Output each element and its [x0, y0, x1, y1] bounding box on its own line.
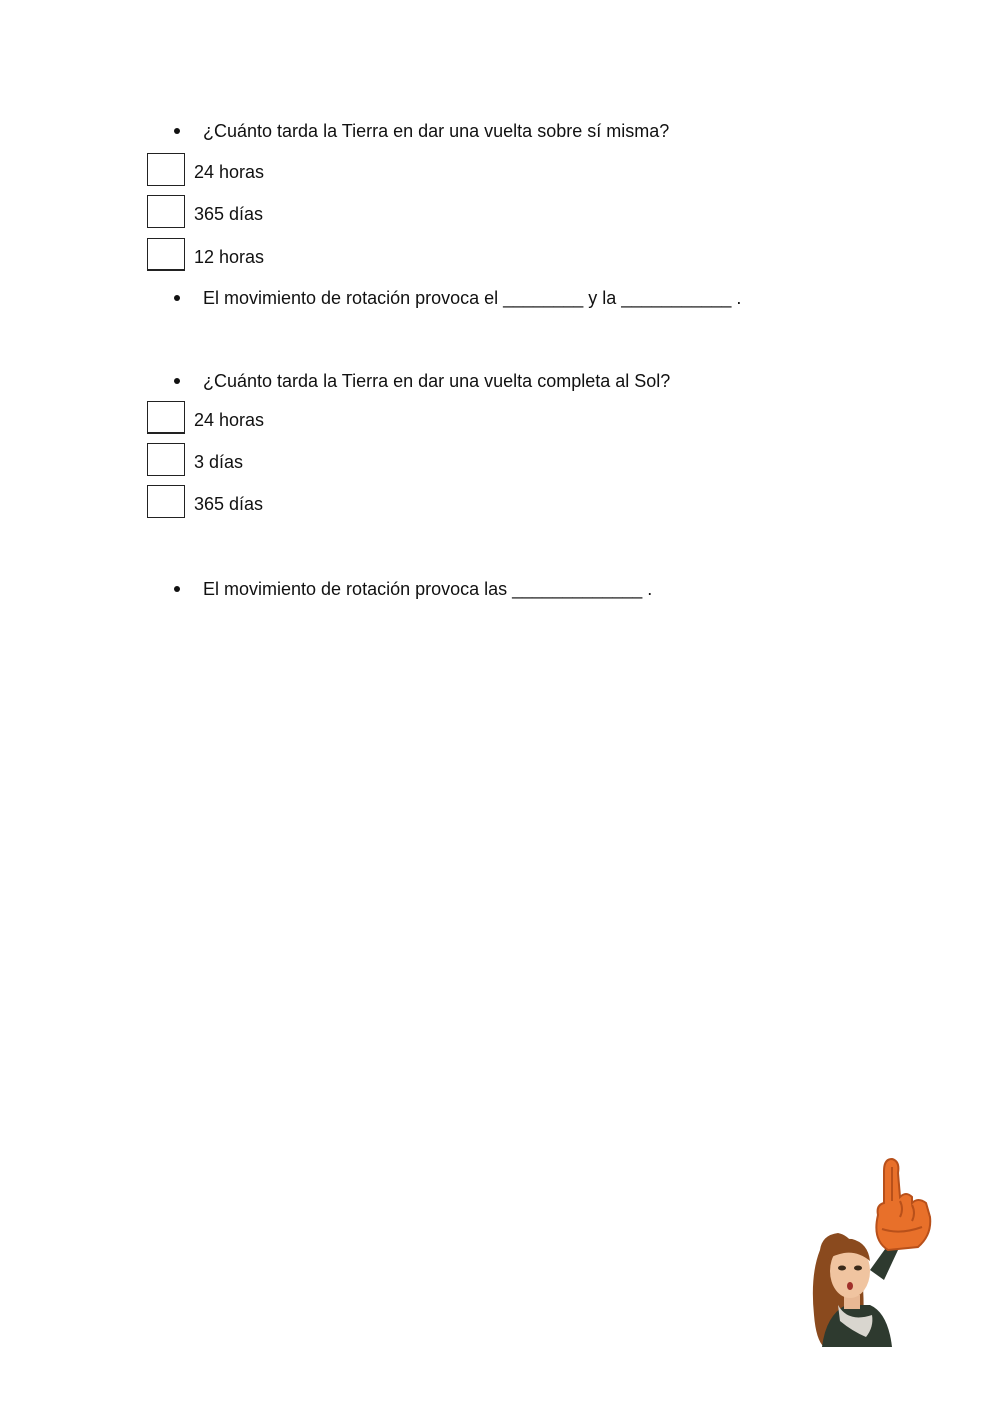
- checkbox[interactable]: [147, 153, 185, 186]
- question-2-text: ¿Cuánto tarda la Tierra en dar una vuelta completa al Sol?: [203, 371, 671, 391]
- avatar-foam-finger-icon: [800, 1155, 945, 1350]
- fill-in-1-text[interactable]: El movimiento de rotación provoca el ________ y la ___________ .: [203, 288, 742, 308]
- bullet-icon: [174, 295, 180, 301]
- question-1-text: ¿Cuánto tarda la Tierra en dar una vuelta sobre sí misma?: [203, 121, 670, 141]
- option-label: 24 horas: [194, 162, 265, 182]
- option-label: 365 días: [194, 204, 264, 224]
- option-label: 12 horas: [194, 247, 265, 267]
- option-label: 365 días: [194, 494, 264, 514]
- bullet-icon: [174, 128, 180, 134]
- option-label: 24 horas: [194, 410, 265, 430]
- checkbox[interactable]: [147, 238, 185, 271]
- bullet-icon: [174, 378, 180, 384]
- checkbox[interactable]: [147, 195, 185, 228]
- bullet-icon: [174, 586, 180, 592]
- fill-in-1: [174, 287, 742, 353]
- checkbox[interactable]: [147, 443, 185, 476]
- checkbox[interactable]: [147, 485, 185, 518]
- checkbox[interactable]: [147, 401, 185, 434]
- option-label: 3 días: [194, 452, 244, 472]
- fill-in-2-text[interactable]: El movimiento de rotación provoca las _____________ .: [203, 579, 653, 599]
- fill-in-2: [174, 578, 653, 644]
